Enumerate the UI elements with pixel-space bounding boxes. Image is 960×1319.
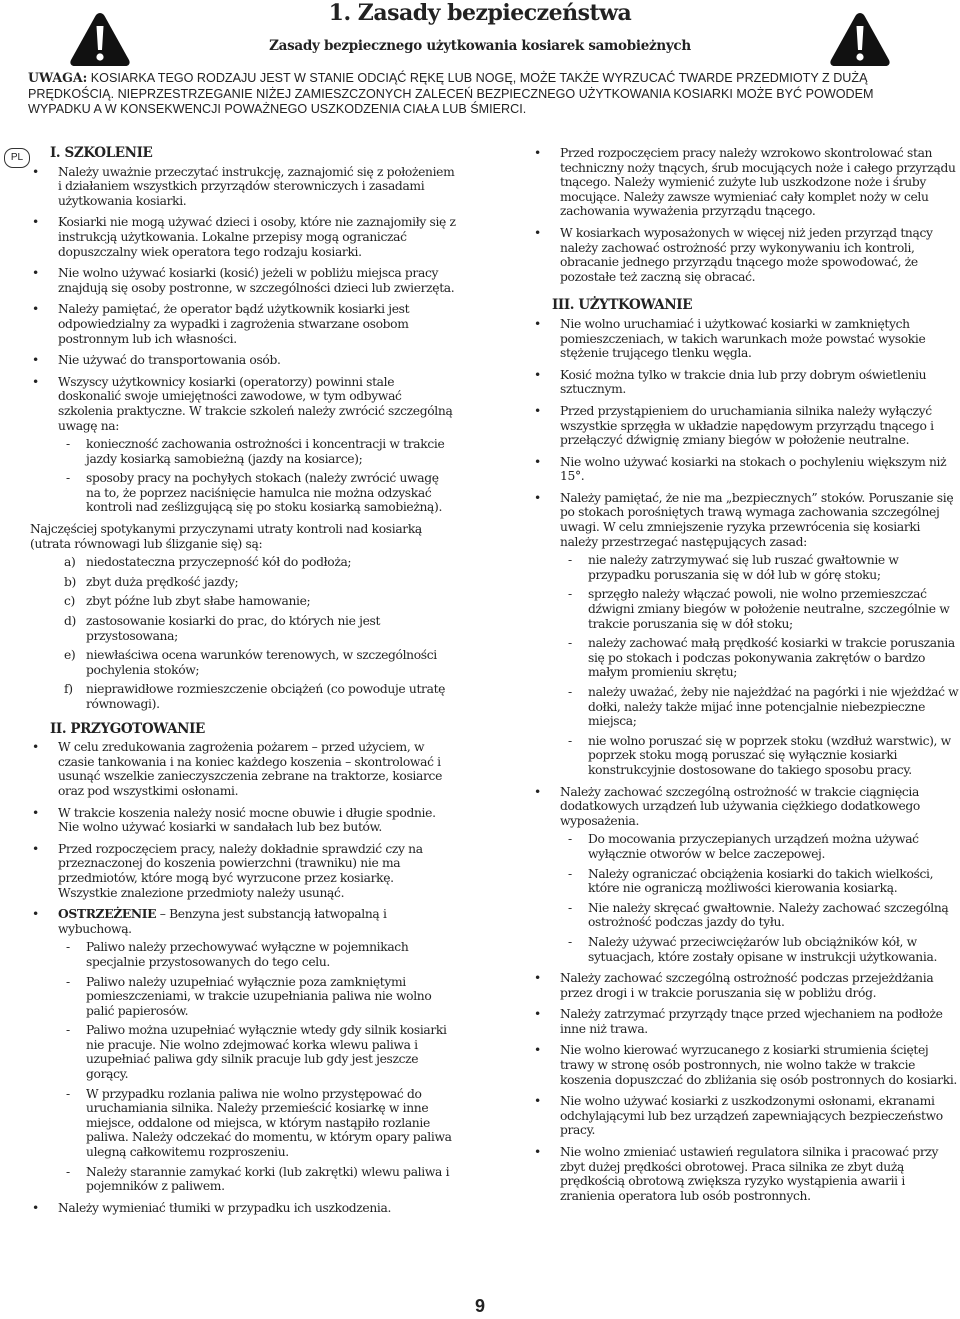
list-marker: b): [64, 574, 76, 589]
list-item: • Nie wolno zmieniać ustawień regulatora silnika i pracować przy zbyt dużej prędkości obrotowej. Praca silnika ze zbyt dużą prędkością obrotową zwiększa ryzyko wystąpienia awarii i zranienia operatora lub osób postronnych.: [532, 1145, 960, 1203]
list-item-text: niedostateczna przyczepność kół do podłoża;: [86, 555, 352, 570]
preparation-list: [30, 740, 456, 1215]
list-item: [532, 785, 960, 965]
list-item: [30, 614, 456, 643]
list-item: - Należy starannie zamykać korki (lub zakrętki) wlewu paliwa i pojemników z paliwem.: [30, 1165, 456, 1194]
right-column: [532, 146, 960, 1210]
caution-label: OSTRZEŻENIE: [58, 906, 157, 922]
list-item: • Kosiarki nie mogą używać dzieci i osoby, które nie zaznajomiły się z instrukcją użytkowania. Lokalne przepisy mogą ograniczać dopuszczalny wiek operatora tego rodzaju kosiarki.: [30, 215, 456, 259]
language-badge: PL: [4, 148, 30, 168]
list-item: - Paliwo można uzupełniać wyłącznie wtedy gdy silnik kosiarki nie pracuje. Nie wolno zdejmować korka wlewu paliwa i uzupełniać paliwa gdy silnik pracuje lub gdy jest jeszcze gorący.: [30, 1023, 456, 1081]
list-item: • Należy zachować szczególną ostrożność podczas przejeżdżania przez drogi i w trakcie poruszania się w pobliżu dróg.: [532, 971, 960, 1000]
list-item: - Paliwo należy uzupełniać wyłącznie poza zamkniętymi pomieszczeniami, w trakcie uzupełniania paliwa nie wolno palić papierosów.: [30, 975, 456, 1019]
training-sublist: [30, 437, 456, 515]
list-item: • Nie wolno kierować wyrzucanego z kosiarki strumienia ściętej trawy w stronę osób postronnych, nie wolno także w trakcie koszenia dopuszczać do zbliżania się osób postronnych do kosiarki.: [532, 1043, 960, 1087]
list-marker: c): [64, 594, 75, 609]
list-item: - W przypadku rozlania paliwa nie wolno przystępować do uruchamiania silnika. Należy przemieścić kosiarkę w inne miejsce, oddalone od miejsca, w którym nastąpiło rozlanie paliwa. Należy odczekać do momentu, w którym opary paliwa ulegną całkowitemu rozproszeniu.: [30, 1087, 456, 1160]
list-item: • Nie wolno uruchamiać i użytkować kosiarki w zamkniętych pomieszczeniach, w takich warunkach może powstać wysokie stężenie trującego tlenku węgla.: [532, 317, 960, 361]
list-item: • W trakcie koszenia należy nosić mocne obuwie i długie spodnie. Nie wolno używać kosiarki w sandałach lub bez butów.: [30, 806, 456, 835]
list-item: • Nie wolno używać kosiarki na stokach o pochyleniu większym niż 15°.: [532, 455, 960, 484]
list-item: • Nie wolno używać kosiarki (kosić) jeżeli w pobliżu miejsca pracy znajdują się osoby postronne, w szczególności dzieci lub zwierzęta.: [30, 266, 456, 295]
fuel-sublist: [30, 940, 456, 1194]
slope-sublist: [532, 553, 960, 777]
left-column: [30, 146, 456, 1222]
list-item: - nie wolno poruszać się w poprzek stoku (wzdłuż warstwic), w poprzek stoku mogą poruszać się wyłącznie kosiarki konstrukcyjnie dostosowane do takiego sposobu pracy.: [532, 734, 960, 778]
training-list: [30, 165, 456, 515]
list-item: [30, 375, 456, 515]
page-title: 1. Zasady bezpieczeństwa: [328, 0, 632, 26]
list-marker: e): [64, 648, 76, 663]
warning-label: UWAGA:: [28, 70, 88, 85]
list-item: [30, 682, 456, 711]
list-item-text: zbyt późne lub zbyt słabe hamowanie;: [86, 594, 311, 609]
list-item: • W celu zredukowania zagrożenia pożarem – przed użyciem, w czasie tankowania i na koniec każdego koszenia – skontrolować i usunąć wszelkie zanieczyszczenia zebrane na traktorze, kosiarce oraz pod wszystkimi osłonami.: [30, 740, 456, 798]
list-item-text: Należy zachować szczególną ostrożność w trakcie ciągnięcia dodatkowych urządzeń lub używania ciężkiego dodatkowego wyposażenia.: [560, 784, 920, 828]
list-item: • Należy uważnie przeczytać instrukcję, zaznajomić się z położeniem i działaniem wszystkich przyrządów sterowniczych i zasadami użytkowania kosiarki.: [30, 165, 456, 209]
list-item: - Należy ograniczać obciążenia kosiarki do takich wielkości, które nie ograniczą możliwości kierowania kosiarką.: [532, 867, 960, 896]
list-item: • Przed rozpoczęciem pracy, należy dokładnie sprawdzić czy na przeznaczonej do koszenia powierzchni (trawniku) nie ma przedmiotów, które mogą być wyrzucone przez kosiarkę. Wszystkie znalezione przedmioty należy usunąć.: [30, 842, 456, 900]
list-item: • Należy pamiętać, że operator bądź użytkownik kosiarki jest odpowiedzialny za wypadki i zagrożenia stwarzane osobom postronnym lub ich własności.: [30, 302, 456, 346]
causes-intro: Najczęściej spotykanymi przyczynami utraty kontroli nad kosiarką (utrata równowagi lub ślizganie się) są:: [30, 522, 422, 551]
list-item-text: zbyt duża prędkość jazdy;: [86, 574, 239, 589]
list-item: - Paliwo należy przechowywać wyłączne w pojemnikach specjalnie przystosowanych do tego celu.: [30, 940, 456, 969]
list-item: [30, 907, 456, 1194]
list-item: • Przed rozpoczęciem pracy należy wzrokowo skontrolować stan techniczny noży tnących, śrub mocujących noże i całego przyrządu tnącego. Należy wymienić zużyte lub uszkodzone noże i śruby mocujące. Należy zawsze wymieniać cały komplet noży w celu zachowania wyważenia przyrządu tnącego.: [532, 146, 960, 219]
list-item: • W kosiarkach wyposażonych w więcej niż jeden przyrząd tnący należy zachować ostrożność przy wykonywaniu ich kontroli, obracanie jednego przyrządu tnącego może spowodować, że pozostałe też zaczną się obracać.: [532, 226, 960, 284]
warning-notice: [28, 70, 936, 118]
list-item: • Nie używać do transportowania osób.: [30, 353, 456, 368]
list-item: - konieczność zachowania ostrożności i koncentracji w trakcie jazdy kosiarką samobieżną (jazdy na kosiarce);: [30, 437, 456, 466]
blade-check-list: [532, 146, 960, 284]
list-marker: a): [64, 555, 76, 570]
list-marker: f): [64, 682, 73, 697]
list-item: - sprzęgło należy włączać powoli, nie wolno przemieszczać dźwigni zmiany biegów w położenie neutralne, szczególnie w trakcie poruszania się w dół stoku;: [532, 587, 960, 631]
list-item: - sposoby pracy na pochyłych stokach (należy zwrócić uwagę na to, że poprzez naciśnięcie hamulca nie można odzyskać kontroli nad ześlizgującą się po stoku kosiarką samobieżną).: [30, 471, 456, 515]
list-item: - nie należy zatrzymywać się lub ruszać gwałtownie w przypadku poruszania się w dół lub w górę stoku;: [532, 553, 960, 582]
section-heading-preparation: II. PRZYGOTOWANIE: [50, 720, 205, 737]
list-item: • Nie wolno używać kosiarki z uszkodzonymi osłonami, ekranami odchylającymi lub bez urządzeń zapewniających bezpieczeństwo pracy.: [532, 1094, 960, 1138]
towing-sublist: [532, 832, 960, 964]
list-item-text: Należy pamiętać, że nie ma „bezpiecznych” stoków. Poruszanie się po stokach porośniętych trawą wymaga zachowania szczególnej uwagi. W celu zmniejszenie ryzyka przewrócenia się kosiarki należy przestrzegać następujących zasad:: [560, 490, 954, 549]
list-item: • Należy zatrzymać przyrządy tnące przed wjechaniem na podłoże inne niż trawa.: [532, 1007, 960, 1036]
list-item: - Należy używać przeciwciężarów lub obciążników kół, w sytuacjach, które zostały opisane w instrukcji użytkowania.: [532, 935, 960, 964]
list-item: [30, 594, 456, 609]
list-item: • Kosić można tylko w trakcie dnia lub przy dobrym oświetleniu sztucznym.: [532, 368, 960, 397]
list-item-text: zastosowanie kosiarki do prac, do których nie jest przystosowana;: [86, 614, 381, 643]
list-item: [30, 555, 456, 570]
list-item: - należy zachować małą prędkość kosiarki w trakcie poruszania się po stokach i podczas pokonywania zakrętów o bardzo małym promieniu skrętu;: [532, 636, 960, 680]
page-subtitle: Zasady bezpiecznego użytkowania kosiarek samobieżnych: [269, 38, 691, 54]
list-item: - Nie należy skręcać gwałtownie. Należy zachować szczególną ostrożność podczas jazdy do tyłu.: [532, 901, 960, 930]
page-number: 9: [474, 1296, 485, 1316]
list-item: - Do mocowania przyczepianych urządzeń można używać wyłącznie otworów w belce zaczepowej.: [532, 832, 960, 861]
list-item: - należy uważać, żeby nie najeżdżać na pagórki i nie wjeżdżać w dołki, należy także mijać inne potencjalnie niebezpieczne miejsca;: [532, 685, 960, 729]
causes-list: [30, 555, 456, 711]
list-item: • Należy wymieniać tłumiki w przypadku ich uszkodzenia.: [30, 1201, 456, 1216]
list-item-text: niewłaściwa ocena warunków terenowych, w szczególności pochylenia stoków;: [86, 648, 437, 677]
section-heading-training: I. SZKOLENIE: [50, 145, 153, 161]
list-marker: d): [64, 614, 76, 629]
list-item-text: Wszyscy użytkownicy kosiarki (operatorzy) powinni stale doskonalić swoje umiejętności zawodowe, w tym odbywać szkolenia praktyczne. W trakcie szkoleń należy zwrócić szczególną uwagę na:: [58, 374, 453, 433]
list-item: [532, 491, 960, 778]
operation-list: [532, 317, 960, 1203]
list-item-text: nieprawidłowe rozmieszczenie obciążeń (co powoduje utratę równowagi).: [86, 682, 446, 711]
warning-text: KOSIARKA TEGO RODZAJU JEST W STANIE ODCIĄĆ RĘKĘ LUB NOGĘ, MOŻE TAKŻE WYRZUCAĆ TWARDE PRZEDMIOTY Z DUŻĄ PRĘDKOŚCIĄ. NIEPRZESTRZEGANIE NIŻEJ ZAMIESZCZONYCH ZALECEŃ BEZPIECZNEGO UŻYTKOWANIA KOSIARKI MOŻE BYĆ POWODEM WYPADKU A W KONSEKWENCJI POWAŻNEGO USZKODZENIA CIAŁA LUB ŚMIERCI.: [28, 71, 874, 116]
list-item: • Przed przystąpieniem do uruchamiania silnika należy wyłączyć wszystkie sprzęgła w układzie napędowym przyrządu tnącego i przełączyć dźwignię zmiany biegów w położenie neutralne.: [532, 404, 960, 448]
section-heading-operation: III. UŻYTKOWANIE: [552, 297, 693, 314]
list-item: [30, 575, 456, 590]
list-item: [30, 648, 456, 677]
caution-text: – Benzyna jest substancją łatwopalną i wybuchową.: [58, 907, 387, 936]
